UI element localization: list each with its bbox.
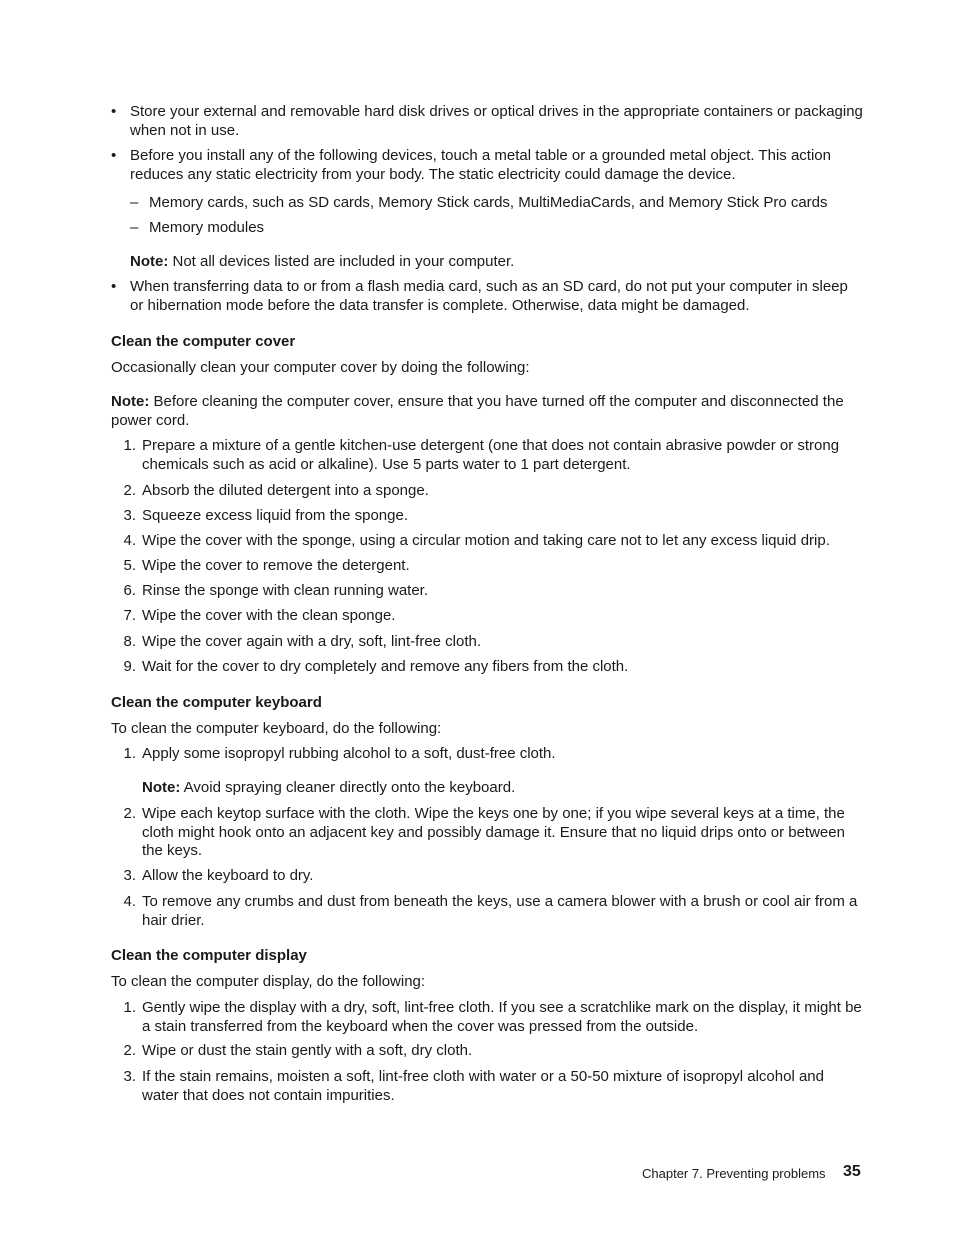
list-number: 2. xyxy=(123,482,136,499)
footer-chapter: Chapter 7. Preventing problems xyxy=(642,1166,826,1181)
list-item-text: Rinse the sponge with clean running water. xyxy=(142,582,429,599)
section-heading-keyboard: Clean the computer keyboard xyxy=(111,694,322,711)
list-number: 5. xyxy=(123,557,136,574)
sub-item-text: Memory modules xyxy=(149,219,265,236)
dash-marker: – xyxy=(130,219,139,236)
list-number: 9. xyxy=(123,658,136,675)
list-number: 4. xyxy=(123,893,136,910)
list-item-text: Wipe the cover again with a dry, soft, lint-free cloth. xyxy=(142,633,482,650)
sub-item-text: Memory cards, such as SD cards, Memory Stick cards, MultiMediaCards, and Memory Stick Pro cards xyxy=(149,194,828,211)
bullet-marker: • xyxy=(111,147,117,164)
list-item-text: Wipe or dust the stain gently with a soft, dry cloth. xyxy=(142,1042,473,1059)
dash-marker: – xyxy=(130,194,139,211)
list-number: 2. xyxy=(123,805,136,822)
list-item-text: Gently wipe the display with a dry, soft, lint-free cloth. If you see a scratchlike mark on the display, it might be a stain transferred from the keyboard when the cover was pressed from the outside. xyxy=(142,999,862,1035)
list-number: 8. xyxy=(123,633,136,650)
bullet-marker: • xyxy=(111,278,117,295)
list-number: 3. xyxy=(123,507,136,524)
section-heading-display: Clean the computer display xyxy=(111,947,307,964)
note-text: Avoid spraying cleaner directly onto the keyboard. xyxy=(180,779,516,796)
list-item-text: Wait for the cover to dry completely and remove any fibers from the cloth. xyxy=(142,658,629,675)
note-label: Note: xyxy=(130,253,169,270)
note-label: Note: xyxy=(111,393,150,410)
device-note xyxy=(130,253,514,272)
bullet-marker: • xyxy=(111,103,117,120)
cover-note xyxy=(111,393,863,430)
section-heading-cover: Clean the computer cover xyxy=(111,333,296,350)
list-item-text: Squeeze excess liquid from the sponge. xyxy=(142,507,408,524)
list-number: 7. xyxy=(123,607,136,624)
list-item-text: Wipe the cover with the sponge, using a circular motion and taking care not to let any excess liquid drip. xyxy=(142,532,830,549)
bullet-text: When transferring data to or from a flash media card, such as an SD card, do not put your computer in sleep or hibernation mode before the data transfer is complete. Otherwise, data might be damaged. xyxy=(130,278,848,314)
bullet-text: Store your external and removable hard disk drives or optical drives in the appropriate containers or packaging when not in use. xyxy=(130,103,863,139)
display-intro: To clean the computer display, do the following: xyxy=(111,973,426,990)
list-item-text: Allow the keyboard to dry. xyxy=(142,867,314,884)
list-number: 6. xyxy=(123,582,136,599)
list-number: 2. xyxy=(123,1042,136,1059)
bullet-text: Before you install any of the following devices, touch a metal table or a grounded metal object. This action reduces any static electricity from your body. The static electricity could damage the device. xyxy=(130,147,831,183)
note-label: Note: xyxy=(142,779,181,796)
note-text: Before cleaning the computer cover, ensure that you have turned off the computer and disconnected the power cord. xyxy=(111,393,844,429)
list-number: 1. xyxy=(123,999,136,1016)
list-item-text: Wipe the cover to remove the detergent. xyxy=(142,557,410,574)
list-number: 4. xyxy=(123,532,136,549)
list-number: 3. xyxy=(123,1068,136,1085)
keyboard-note xyxy=(142,779,515,798)
list-item-text: To remove any crumbs and dust from beneath the keys, use a camera blower with a brush or cool air from a hair drier. xyxy=(142,893,858,929)
list-item-text: Apply some isopropyl rubbing alcohol to a soft, dust-free cloth. xyxy=(142,745,556,762)
list-item-text: If the stain remains, moisten a soft, lint-free cloth with water or a 50-50 mixture of isopropyl alcohol and water that does not contain impurities. xyxy=(142,1068,824,1104)
list-number: 3. xyxy=(123,867,136,884)
list-number: 1. xyxy=(123,437,136,454)
list-item-text: Wipe each keytop surface with the cloth. Wipe the keys one by one; if you wipe several keys at a time, the cloth might hook onto an adjacent key and possibly damage it. Ensure that no liquid drips onto or between the keys. xyxy=(142,805,845,860)
page-number: 35 xyxy=(843,1163,861,1180)
list-item-text: Wipe the cover with the clean sponge. xyxy=(142,607,396,624)
cover-intro: Occasionally clean your computer cover by doing the following: xyxy=(111,359,530,376)
list-number: 1. xyxy=(123,745,136,762)
list-item-text: Absorb the diluted detergent into a sponge. xyxy=(142,482,429,499)
note-text: Not all devices listed are included in your computer. xyxy=(168,253,515,270)
keyboard-intro: To clean the computer keyboard, do the following: xyxy=(111,720,442,737)
list-item-text: Prepare a mixture of a gentle kitchen-use detergent (one that does not contain abrasive powder or strong chemicals such as acid or alkaline). Use 5 parts water to 1 part detergent. xyxy=(142,437,840,473)
